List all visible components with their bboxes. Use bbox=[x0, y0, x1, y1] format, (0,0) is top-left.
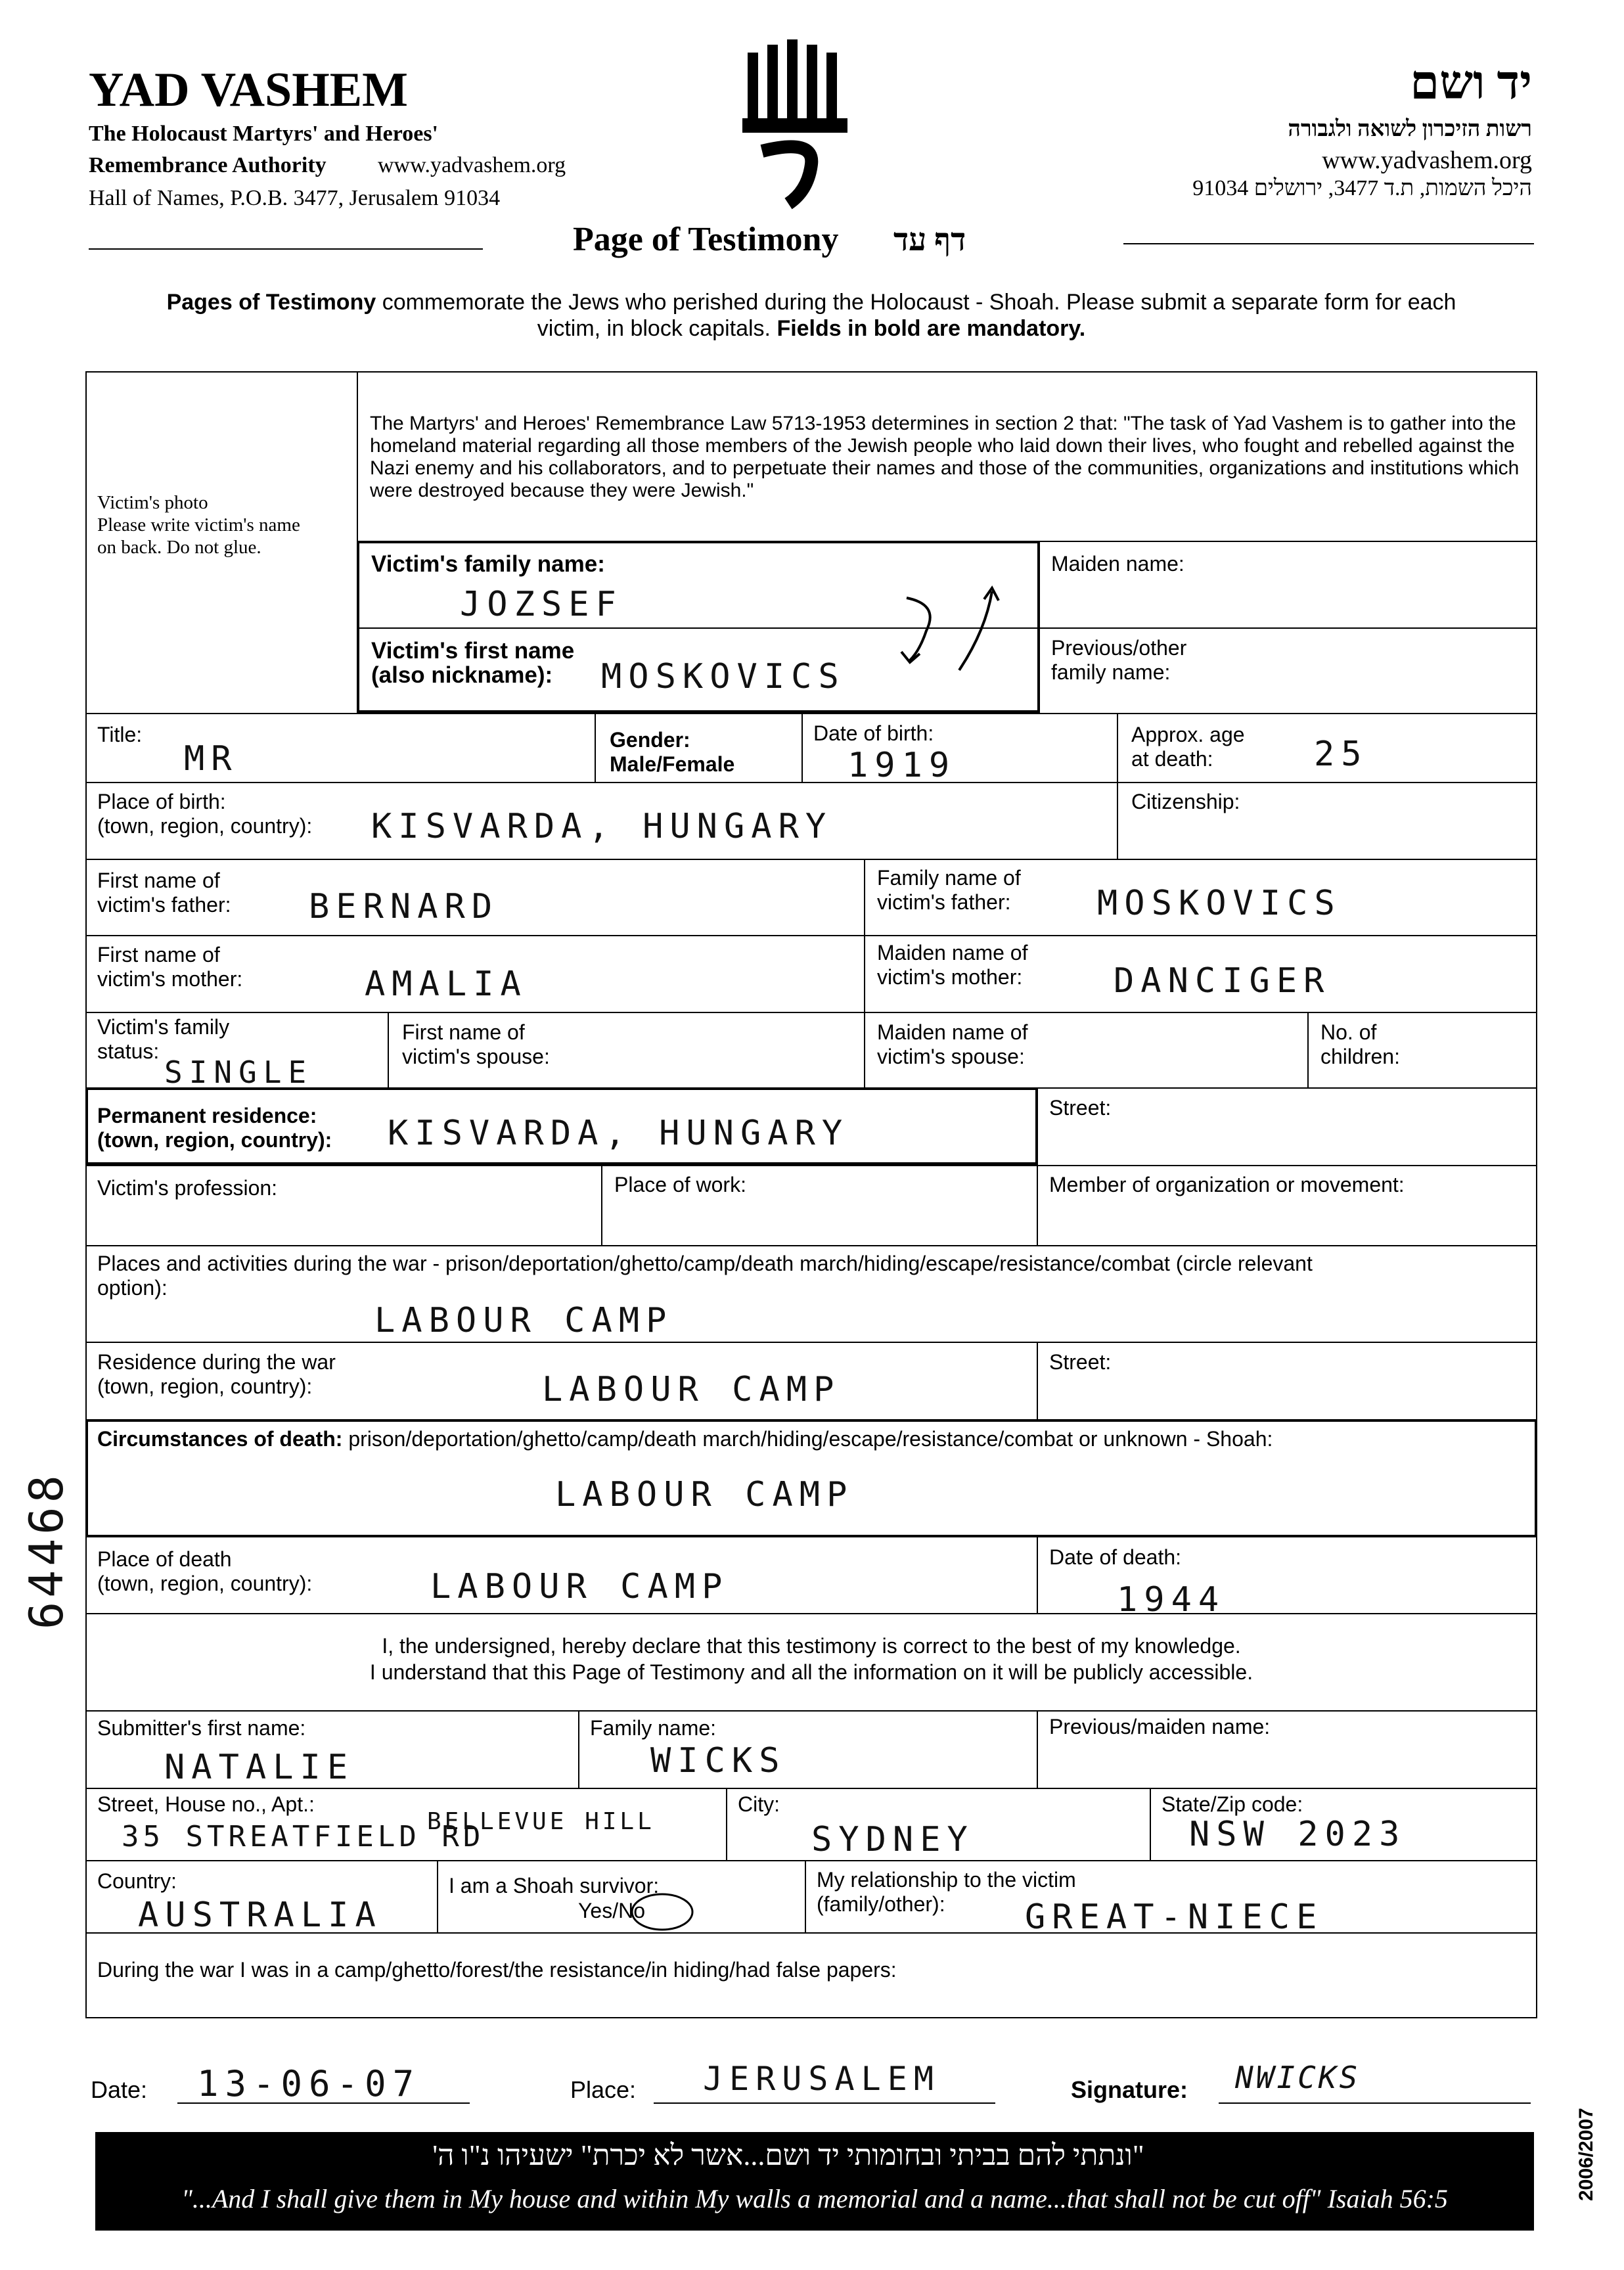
dod-value[interactable]: 1944 bbox=[1117, 1580, 1226, 1620]
submitter-state-value[interactable]: NSW 2023 bbox=[1189, 1815, 1407, 1854]
hebrew-website: www.yadvashem.org bbox=[1322, 147, 1532, 174]
mother-maiden-value[interactable]: DANCIGER bbox=[1114, 961, 1331, 1001]
footer-hebrew-quote: "ונתתי להם בביתי ובחומותי יד ושם...אשר לא יכרת" ישעיהו נ"ו ה' bbox=[432, 2139, 1144, 2171]
survivor-label: I am a Shoah survivor: bbox=[449, 1874, 660, 1897]
member-label: Member of organization or movement: bbox=[1049, 1173, 1405, 1196]
street-label: Street: bbox=[1049, 1096, 1112, 1120]
intro-text: Pages of Testimony commemorate the Jews who perished during the Holocaust - Shoah. Please submit a separate form for each victim, in block capitals. Fields in bold are mandatory. bbox=[166, 290, 1456, 341]
prev-family-name-label: Previous/other family name: bbox=[1051, 636, 1187, 684]
circumstances-label: Circumstances of death: prison/deportation/ghetto/camp/death march/hiding/escape/resistance/combat or unknown - Shoah: bbox=[97, 1427, 1273, 1451]
page-title: Page of Testimony bbox=[573, 221, 839, 258]
age-value[interactable]: 25 bbox=[1314, 735, 1368, 774]
pob-value[interactable]: KISVARDA, HUNGARY bbox=[371, 807, 833, 846]
title-value[interactable]: MR bbox=[184, 739, 238, 779]
hebrew-org-name: יד ושם bbox=[1410, 57, 1532, 109]
mother-first-label: First name of victim's mother: bbox=[97, 943, 243, 991]
father-family-label: Family name of victim's father: bbox=[877, 866, 1021, 914]
pod-value[interactable]: LABOUR CAMP bbox=[430, 1567, 729, 1606]
law-text: The Martyrs' and Heroes' Remembrance Law 5713-1953 determines in section 2 that: "The task of Yad Vashem is to gather into the homeland material regarding all those members of the Jewish people who laid down their lives, who fought and rebelled against the Nazi enemy and his collaborators, and to perpetuate their names and those of the communities, organizations and institutions which were destroyed because they were Jewish." bbox=[370, 413, 1520, 501]
father-first-value[interactable]: BERNARD bbox=[309, 887, 499, 926]
submitter-city-label: City: bbox=[738, 1792, 780, 1816]
spouse-first-label: First name of victim's spouse: bbox=[402, 1020, 550, 1068]
declaration: I, the undersigned, hereby declare that this testimony is correct to the best of my knowledge. I understand that this Page of Testimony and all the information on it will be publicly accessible. bbox=[369, 1634, 1253, 1684]
submitter-street-value[interactable]: 35 STREATFIELD RD bbox=[122, 1820, 485, 1853]
dob-label: Date of birth: bbox=[813, 721, 934, 745]
signature-value[interactable]: NWICKS bbox=[1235, 2060, 1361, 2095]
pob-label: Place of birth: (town, region, country): bbox=[97, 790, 313, 838]
mother-maiden-label: Maiden name of victim's mother: bbox=[877, 941, 1028, 989]
submitter-state-label: State/Zip code: bbox=[1162, 1792, 1303, 1816]
title-label: Title: bbox=[97, 723, 143, 746]
gender-label: Gender: Male/Female bbox=[610, 728, 735, 776]
during-war-label: During the war I was in a camp/ghetto/forest/the resistance/in hiding/had false papers: bbox=[97, 1958, 897, 1982]
submitter-country-value[interactable]: AUSTRALIA bbox=[138, 1895, 382, 1935]
family-name-value[interactable]: JOZSEF bbox=[460, 585, 623, 624]
places-label: Places and activities during the war - prison/deportation/ghetto/camp/death march/hiding/escape/resistance/combat (circle relevant option): bbox=[97, 1252, 1313, 1300]
first-name-label: Victim's first name (also nickname): bbox=[371, 638, 575, 688]
hebrew-org-subtitle: רשות הזיכרון לשואה ולגבורה bbox=[1288, 117, 1532, 141]
profession-label: Victim's profession: bbox=[97, 1176, 278, 1200]
residence-label: Permanent residence: (town, region, country): bbox=[97, 1104, 332, 1152]
submitter-street-value-2[interactable]: BELLEVUE HILL bbox=[427, 1808, 655, 1835]
footer-english-quote: "...And I shall give them in My house and within My walls a memorial and a name...that shall not be cut off" Isaiah 56:5 bbox=[181, 2184, 1448, 2213]
submitter-city-value[interactable]: SYDNEY bbox=[811, 1820, 974, 1859]
war-residence-value[interactable]: LABOUR CAMP bbox=[542, 1370, 841, 1409]
family-name-label: Victim's family name: bbox=[371, 551, 605, 577]
org-address: Hall of Names, P.O.B. 3477, Jerusalem 91034 bbox=[89, 186, 501, 210]
submitter-first-value[interactable]: NATALIE bbox=[164, 1748, 355, 1787]
father-first-label: First name of victim's father: bbox=[97, 869, 231, 917]
war-street-label: Street: bbox=[1049, 1350, 1112, 1374]
submitter-family-label: Family name: bbox=[590, 1716, 717, 1740]
signature-label: Signature: bbox=[1071, 2076, 1188, 2103]
dod-label: Date of death: bbox=[1049, 1545, 1182, 1569]
father-family-value[interactable]: MOSKOVICS bbox=[1097, 884, 1342, 923]
mother-first-value[interactable]: AMALIA bbox=[365, 965, 528, 1004]
places-value[interactable]: LABOUR CAMP bbox=[374, 1301, 673, 1340]
form-version: 2006/2007 bbox=[1575, 2108, 1597, 2201]
archive-number: 64468 bbox=[20, 1471, 74, 1629]
relationship-label: My relationship to the victim (family/other): bbox=[817, 1868, 1076, 1916]
photo-instructions: Victim's photo Please write victim's name on back. Do not glue. bbox=[97, 492, 300, 558]
hebrew-page-title: דף עד bbox=[893, 223, 966, 258]
org-name: YAD VASHEM bbox=[89, 63, 408, 117]
citizenship-label: Citizenship: bbox=[1131, 790, 1240, 813]
place-label: Place: bbox=[570, 2076, 637, 2103]
residence-value[interactable]: KISVARDA, HUNGARY bbox=[388, 1114, 849, 1153]
relationship-value[interactable]: GREAT-NIECE bbox=[1025, 1897, 1324, 1937]
date-label: Date: bbox=[91, 2076, 148, 2103]
footer-band bbox=[95, 2132, 1534, 2231]
survivor-yes-no[interactable]: Yes/No bbox=[578, 1899, 645, 1922]
date-value[interactable]: 13-06-07 bbox=[197, 2063, 421, 2104]
dob-value[interactable]: 1919 bbox=[847, 746, 957, 785]
org-website: www.yadvashem.org bbox=[378, 153, 566, 177]
submitter-prev-label: Previous/maiden name: bbox=[1049, 1715, 1271, 1738]
first-name-value[interactable]: MOSKOVICS bbox=[601, 657, 846, 696]
submitter-street-label: Street, House no., Apt.: bbox=[97, 1792, 315, 1816]
org-subtitle-2: Remembrance Authority bbox=[89, 153, 327, 177]
swap-arrows-icon bbox=[893, 578, 1025, 683]
age-label: Approx. age at death: bbox=[1131, 723, 1245, 771]
yad-vashem-logo bbox=[736, 39, 861, 210]
org-subtitle-1: The Holocaust Martyrs' and Heroes' bbox=[89, 122, 438, 146]
circumstances-value[interactable]: LABOUR CAMP bbox=[555, 1475, 854, 1514]
maiden-name-label: Maiden name: bbox=[1051, 552, 1184, 576]
spouse-maiden-label: Maiden name of victim's spouse: bbox=[877, 1020, 1028, 1068]
submitter-family-value[interactable]: WICKS bbox=[650, 1741, 786, 1781]
family-status-label: Victim's family status: bbox=[97, 1015, 230, 1063]
family-status-value[interactable]: SINGLE bbox=[164, 1055, 313, 1090]
submitter-country-label: Country: bbox=[97, 1869, 177, 1893]
pod-label: Place of death (town, region, country): bbox=[97, 1547, 313, 1595]
place-value[interactable]: JERUSALEM bbox=[703, 2060, 940, 2098]
no-circle-icon bbox=[624, 1891, 703, 1937]
submitter-first-label: Submitter's first name: bbox=[97, 1716, 306, 1740]
war-residence-label: Residence during the war (town, region, country): bbox=[97, 1350, 336, 1398]
hebrew-address: היכל השמות, ת.ד 3477, ירושלים 91034 bbox=[1192, 176, 1532, 200]
children-label: No. of children: bbox=[1320, 1020, 1400, 1068]
place-of-work-label: Place of work: bbox=[614, 1173, 746, 1196]
